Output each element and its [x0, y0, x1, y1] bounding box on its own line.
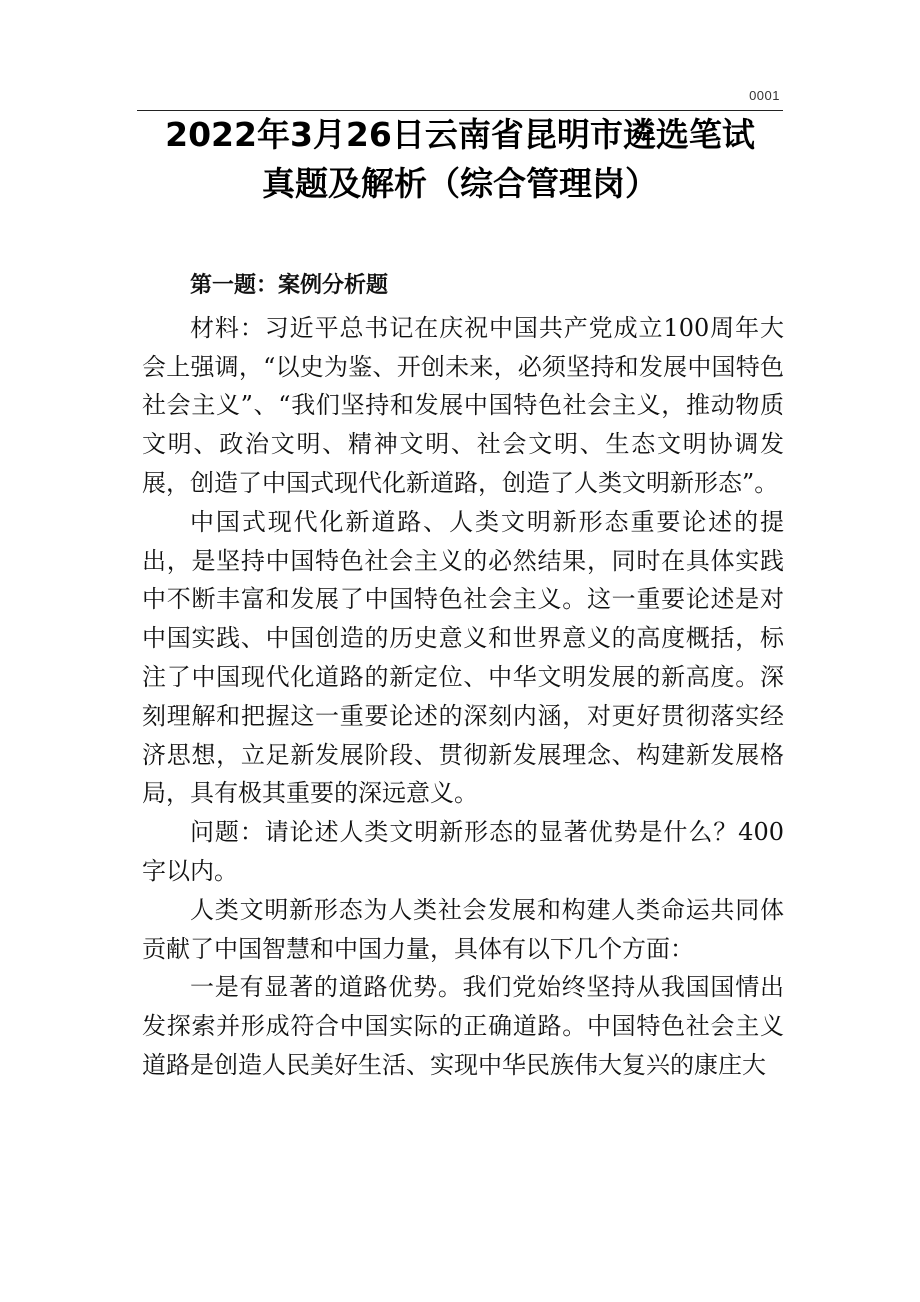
- document-body: [142, 267, 784, 1085]
- title-line-1: 2022年3月26日云南省昆明市遴选笔试: [165, 115, 755, 154]
- paragraph-question: 问题：请论述人类文明新形态的显著优势是什么？400字以内。: [142, 818, 784, 885]
- title-line-2: 真题及解析（综合管理岗）: [262, 164, 658, 203]
- page-number: 0001: [749, 88, 780, 103]
- paragraph-material: 材料：习近平总书记在庆祝中国共产党成立100周年大会上强调，“以史为鉴、开创未来，必须坚持和发展中国特色社会主义”、“我们坚持和发展中国特色社会主义，推动物质文明、政治文明、精神文明、社会文明、生态文明协调发展，创造了中国式现代化新道路，创造了人类文明新形态”。: [142, 313, 784, 497]
- section-heading: 第一题：案例分析题: [190, 273, 389, 298]
- paragraph-answer-point-1: 一是有显著的道路优势。我们党始终坚持从我国国情出发探索并形成符合中国实际的正确道路。中国特色社会主义道路是创造人民美好生活、实现中华民族伟大复兴的康庄大: [142, 973, 784, 1079]
- document-title: [137, 110, 783, 208]
- paragraph-answer-intro: 人类文明新形态为人类社会发展和构建人类命运共同体贡献了中国智慧和中国力量，具体有以下几个方面：: [142, 895, 784, 963]
- paragraph-discussion: 中国式现代化新道路、人类文明新形态重要论述的提出，是坚持中国特色社会主义的必然结果，同时在具体实践中不断丰富和发展了中国特色社会主义。这一重要论述是对中国实践、中国创造的历史意义和世界意义的高度概括，标注了中国现代化道路的新定位、中华文明发展的新高度。深刻理解和把握这一重要论述的深刻内涵，对更好贯彻落实经济思想，立足新发展阶段、贯彻新发展理念、构建新发展格局，具有极其重要的深远意义。: [142, 507, 784, 808]
